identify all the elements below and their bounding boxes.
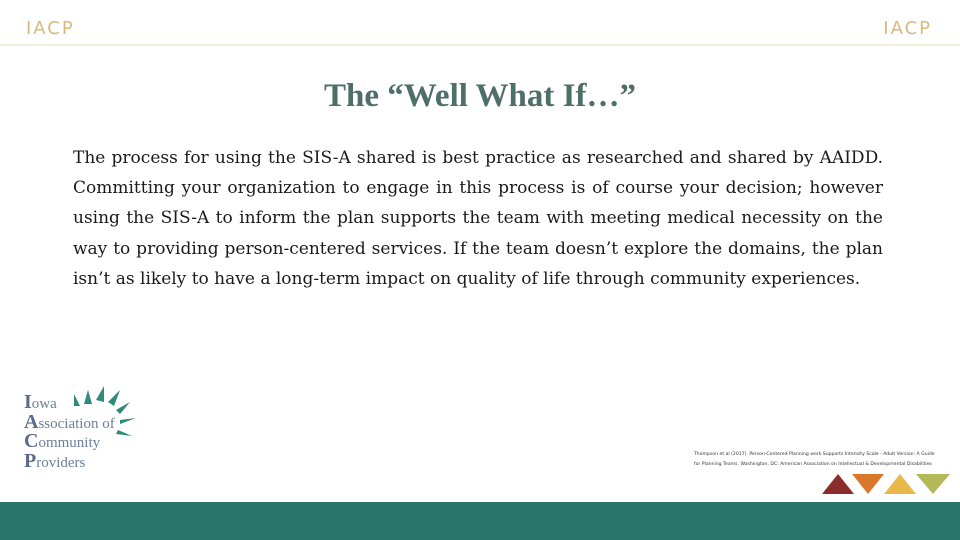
logo-line-community: Community [24,430,101,452]
slide-title: The “Well What If…” [323,78,636,114]
logo-line-association: Association of [24,410,115,433]
iacp-logo [22,382,172,472]
header-logo-right: IACP [883,18,932,39]
footer-bar [0,502,960,540]
logo-wordmark [24,391,115,472]
slide-body: The process for using the SIS-A shared is best practice as researched and shared by AAIDD. Committing your organization to engage in this process is of course your decision; however using the SIS-A to inform the plan supports the team with meeting medical necessity on the way to providing person-centered services. If the team doesn’t explore the domains, the plan isn’t as likely to have a long-term impact on quality of life through community experiences. [73,148,883,289]
citation-note [694,450,956,470]
logo-line-iowa: Iowa [24,391,57,413]
header-logo-left: IACP [26,18,75,39]
citation-line-1: Thompson et al (2017). Person-Centered Planning work Supports Intensity Scale - Adult Version: A Guide [694,452,935,457]
triangle-yellow [884,474,916,494]
triangle-orange [852,474,884,494]
triangle-green [916,474,950,494]
decorative-triangles [822,472,952,496]
citation-line-2: for Planning Teams. Washington, DC: American Association on Intellectual & Developmental Disabilities [694,462,932,467]
header-divider [0,44,960,46]
triangle-red [822,474,854,494]
logo-line-providers: Providers [24,449,86,472]
